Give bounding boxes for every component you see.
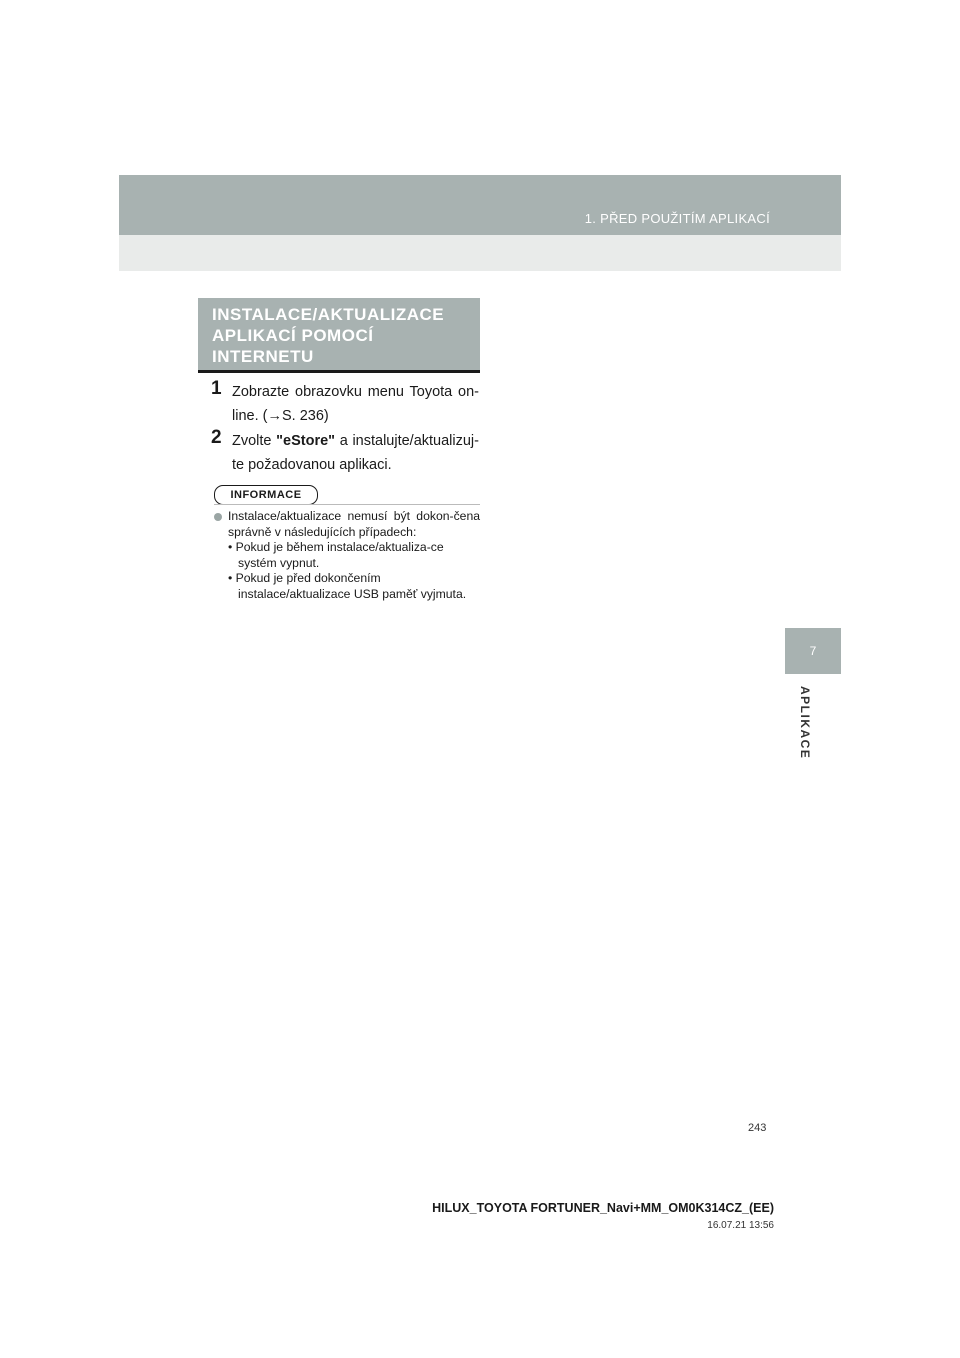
- step-text: [211, 429, 479, 477]
- step-text-part: Zobrazte obrazovku menu Toyota on-line. (: [232, 384, 479, 424]
- chapter-title: 1. PŘED POUŽITÍM APLIKACÍ: [584, 211, 770, 226]
- header-subband: [119, 235, 841, 271]
- step-text-part: a instalujte/aktualizuj-te požadovanou aplikaci.: [232, 433, 479, 473]
- step-text-part: S. 236): [281, 408, 329, 424]
- info-divider: [214, 504, 480, 505]
- estore-label: "eStore": [276, 433, 336, 449]
- info-block: [214, 509, 480, 602]
- chapter-tab: [785, 628, 841, 674]
- document-id: HILUX_TOYOTA FORTUNER_Navi+MM_OM0K314CZ_(EE): [432, 1201, 774, 1215]
- chapter-tab-number: 7: [809, 644, 817, 658]
- step-2: [211, 429, 479, 477]
- info-badge: INFORMACE: [214, 485, 318, 505]
- step-text: [211, 380, 479, 428]
- chapter-side-label: APLIKACE: [798, 686, 812, 760]
- bullet-dot-icon: [214, 513, 222, 521]
- step-text-part: Zvolte: [232, 433, 277, 449]
- section-heading-box: [198, 298, 480, 373]
- step-number: 2: [211, 427, 222, 448]
- step-number: 1: [211, 378, 222, 399]
- info-bullet: [214, 509, 480, 540]
- step-1: [211, 380, 479, 428]
- arrow-right-icon: →: [267, 408, 282, 424]
- info-bullet-text: Instalace/aktualizace nemusí být dokon-čena správně v následujících případech:: [228, 509, 480, 539]
- page-number: 243: [748, 1122, 767, 1134]
- section-title: INSTALACE/AKTUALIZACE APLIKACÍ POMOCÍ INTERNETU: [212, 305, 445, 366]
- info-sub-item: • Pokud je během instalace/aktualiza-ce systém vypnut.: [228, 540, 444, 570]
- document-date: 16.07.21 13:56: [707, 1220, 774, 1231]
- header-band: [119, 175, 841, 235]
- info-sub-item: • Pokud je před dokončením instalace/aktualizace USB paměť vyjmuta.: [228, 571, 467, 601]
